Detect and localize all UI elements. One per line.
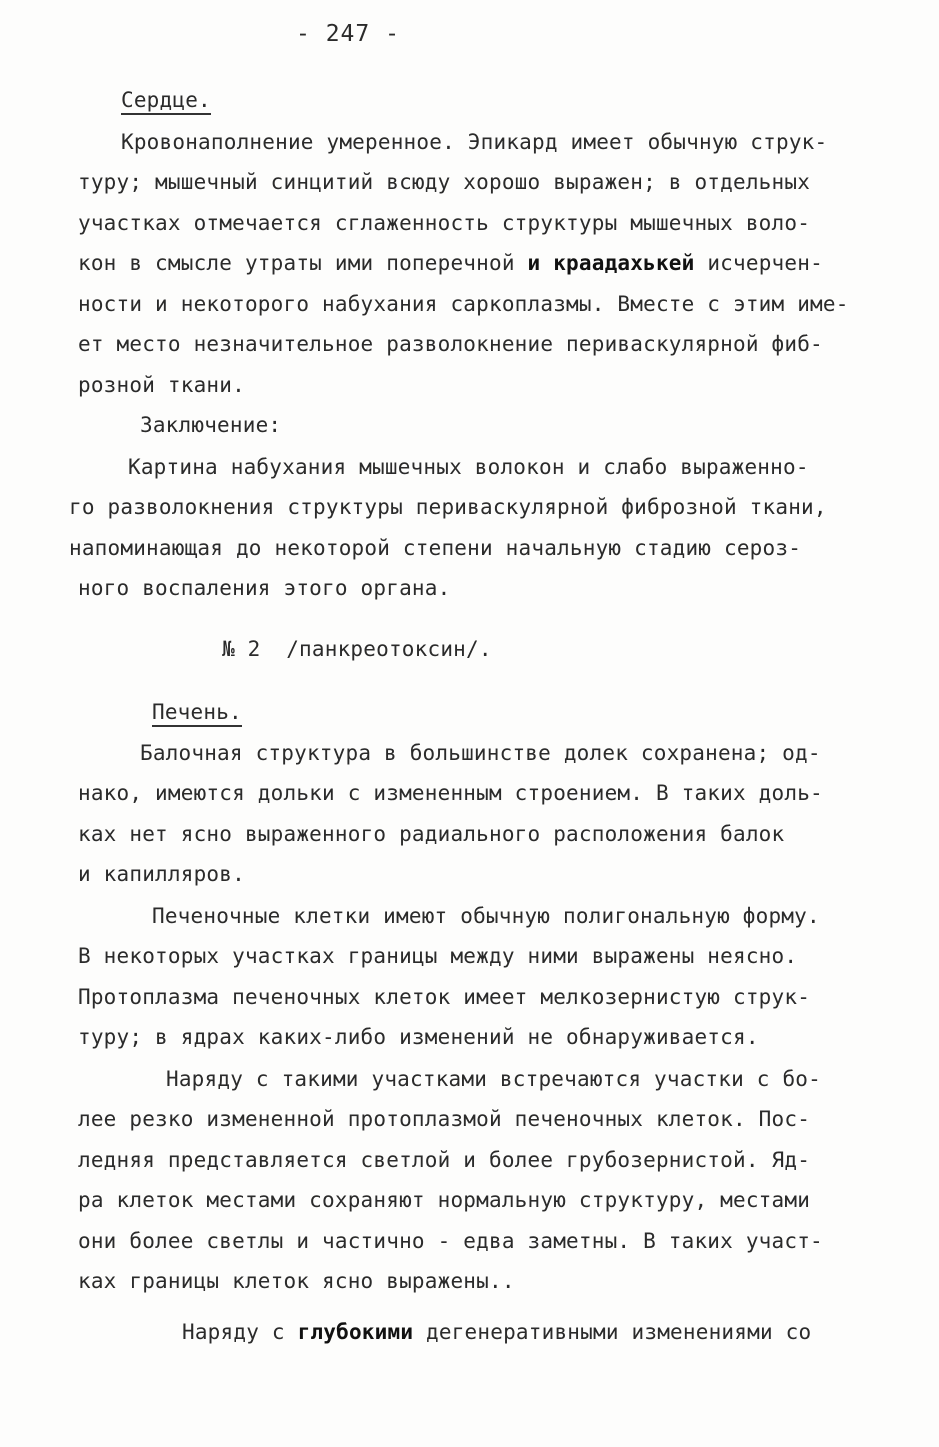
liver-line-15-start: Наряду с [182,1320,285,1344]
conclusion-line-1: Картина набухания мышечных волокон и слабо выраженно- [128,455,809,479]
liver-line-15 [182,1320,811,1344]
heart-line-4 [78,251,823,275]
heart-line-3: участках отмечается сглаженность структуры мышечных воло- [78,211,811,235]
heart-line-4-end: исчерчен- [707,251,823,275]
conclusion-line-4: ного воспаления этого органа. [78,576,451,600]
liver-line-5: Печеночные клетки имеют обычную полигональную форму. [152,904,820,928]
liver-line-3: ках нет ясно выраженного радиального расположения балок [78,822,785,846]
liver-line-9: Наряду с такими участками встречаются участки с бо- [166,1067,821,1091]
heart-line-7: розной ткани. [78,373,245,397]
liver-line-12: ра клеток местами сохраняют нормальную структуру, местами [78,1188,811,1212]
liver-line-10: лее резко измененной протоплазмой печеночных клеток. Пос- [78,1107,811,1131]
heart-line-5: ности и некоторого набухания саркоплазмы. Вместе с этим име- [78,292,849,316]
liver-line-4: и капилляров. [78,862,245,886]
liver-line-7: Протоплазма печеночных клеток имеет мелкозернистую струк- [78,985,811,1009]
conclusion-label: Заключение: [140,413,282,437]
liver-heading: Печень. [152,700,242,727]
conclusion-line-3: напоминающая до некоторой степени начальную стадию сероз- [69,536,802,560]
heart-line-6: ет место незначительное разволокнение периваскулярной фиб- [78,332,823,356]
heart-line-4-start: кон в смысле утраты ими поперечной [78,251,515,275]
heart-heading: Сердце. [121,88,211,115]
liver-line-11: ледняя представляется светлой и более грубозернистой. Яд- [78,1148,811,1172]
heart-line-2: туру; мышечный синцитий всюду хорошо выражен; в отдельных [78,170,811,194]
liver-line-13: они более светлы и частично - едва заметны. В таких участ- [78,1229,823,1253]
heart-line-1: Кровонаполнение умеренное. Эпикард имеет обычную струк- [121,130,828,154]
heart-section-title [121,88,211,112]
case-2-title: № 2 /панкреотоксин/. [222,637,492,661]
liver-line-1: Балочная структура в большинстве долек сохранена; од- [140,741,821,765]
liver-line-2: нако, имеются дольки с измененным строением. В таких доль- [78,781,823,805]
conclusion-line-2: го разволокнения структуры периваскулярной фиброзной ткани, [69,495,827,519]
overstruck-word-2: глубокими [297,1320,414,1344]
liver-line-15-end: дегенеративными изменениями со [426,1320,812,1344]
page-number: - 247 - [296,21,400,47]
liver-line-6: В некоторых участках границы между ними выражены неясно. [78,944,798,968]
overstruck-word: и краадахькей [527,251,695,275]
liver-line-8: туру; в ядрах каких-либо изменений не обнаруживается. [78,1025,759,1049]
liver-line-14: ках границы клеток ясно выражены.. [78,1269,515,1293]
liver-section-title [152,700,242,724]
